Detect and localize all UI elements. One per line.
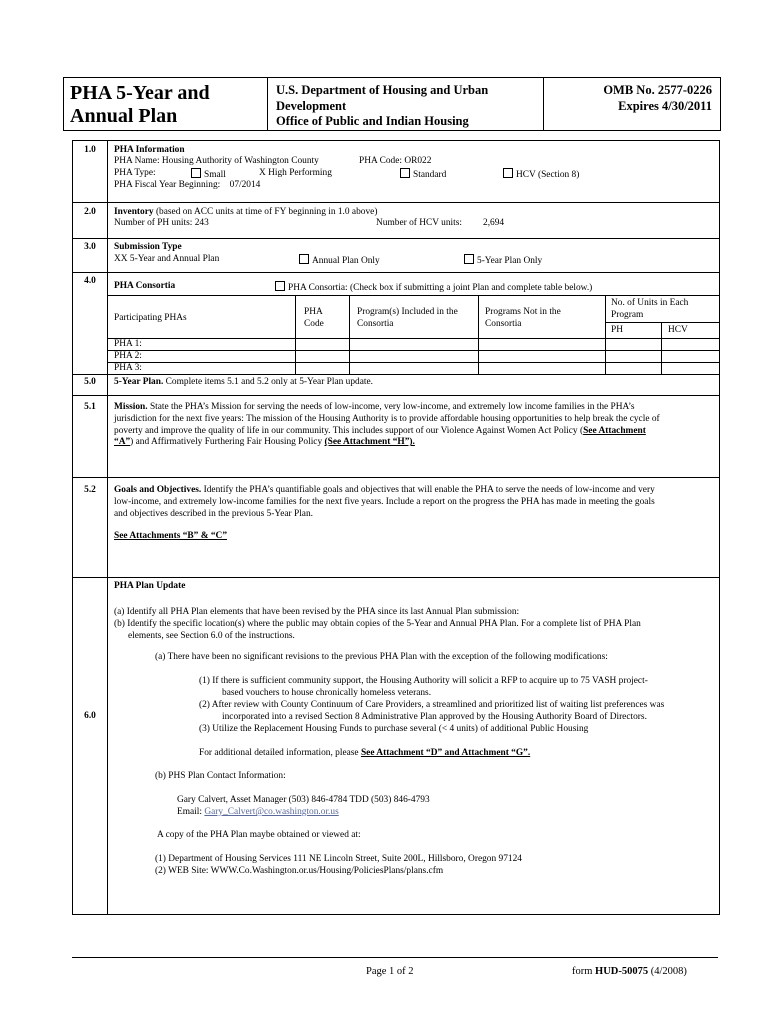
form-label: form — [572, 966, 596, 977]
col-pha-code-line2: Code — [304, 319, 324, 329]
pha-type-high-performing[interactable]: X High Performing — [259, 168, 332, 178]
section-6-number: 6.0 — [84, 711, 96, 721]
section-6-divider — [73, 577, 719, 578]
attachment-h-link[interactable]: (See Attachment “H”). — [324, 437, 415, 448]
pha-type-standard[interactable] — [400, 168, 446, 182]
small-label: Small — [204, 170, 226, 180]
inventory-title: Inventory — [114, 207, 154, 217]
instruction-b-line2: elements, see Section 6.0 of the instructions. — [128, 631, 295, 641]
inventory-note: (based on ACC units at time of FY beginning in 1.0 above) — [153, 207, 378, 217]
col-participating-phas: Participating PHAs — [114, 313, 187, 323]
units-subheader-line — [605, 322, 719, 323]
annual-only-checkbox[interactable] — [299, 254, 309, 264]
form-header — [63, 77, 721, 131]
consortia-col-line-5 — [661, 322, 662, 374]
five-year-only-label: 5-Year Plan Only — [477, 256, 543, 266]
consortia-option[interactable] — [275, 281, 592, 295]
email-label: Email: — [177, 807, 205, 817]
col-units-line1: No. of Units in Each — [611, 298, 689, 308]
mission-line-3 — [114, 426, 714, 438]
fiscal-year-label: PHA Fiscal Year Beginning: — [114, 180, 221, 190]
col-not-in-line1: Programs Not in the — [485, 307, 561, 317]
modification-2-line2: incorporated into a revised Section 8 Administrative Plan approved by the Housing Authority Board of Directors. — [222, 712, 647, 722]
contact-info-heading: (b) PHS Plan Contact Information: — [155, 771, 286, 781]
section-2-number: 2.0 — [84, 207, 96, 217]
mission-block — [114, 402, 714, 449]
plan-form — [72, 140, 720, 915]
omb-number: OMB No. 2577-0226 — [603, 83, 712, 97]
consortia-row-pha3: PHA 3: — [114, 363, 142, 373]
section-number-column — [73, 141, 108, 914]
consortia-col-line-1 — [295, 295, 296, 374]
section-4-number: 4.0 — [84, 276, 96, 286]
instruction-b-line1: (b) Identify the specific location(s) where the public may obtain copies of the 5-Year and Annual PHA Plan. For a complete list of PHA Plan — [114, 619, 641, 629]
pha-code: PHA Code: OR022 — [359, 156, 432, 166]
detail-info-line — [199, 748, 530, 760]
section-51-number: 5.1 — [84, 402, 96, 412]
consortia-header-bottom — [107, 338, 719, 339]
consortia-row-pha2: PHA 2: — [114, 351, 142, 361]
consortia-col-line-2 — [349, 295, 350, 374]
consortia-heading: PHA Consortia — [114, 281, 176, 291]
mission-heading: Mission. — [114, 402, 148, 412]
col-included-line1: Program(s) Included in the — [357, 307, 458, 317]
contact-email-line — [177, 807, 339, 819]
agency-line-2: Development — [276, 98, 347, 113]
mission-text-3: poverty and improve the quality of life in our community. This includes support of our Violence Against Women Act Policy ( — [114, 425, 584, 436]
goals-text-1: Identify the PHA’s quantifiable goals and objectives that will enable the PHA to serve the needs of low-income and very — [201, 485, 655, 495]
contact-name-phone: Gary Calvert, Asset Manager (503) 846-4784 TDD (503) 846-4793 — [177, 795, 430, 805]
section-3-divider — [73, 238, 719, 239]
footer-rule — [72, 957, 718, 958]
pha-type-hcv[interactable] — [503, 168, 579, 182]
section-3-number: 3.0 — [84, 242, 96, 252]
consortia-table-top — [107, 295, 719, 296]
col-included-line2: Consortia — [357, 319, 394, 329]
form-number — [572, 965, 687, 978]
section-52-number: 5.2 — [84, 485, 96, 495]
form-id: HUD-50075 — [595, 966, 649, 977]
consortia-row-2-line — [107, 362, 719, 363]
fiscal-year-value: 07/2014 — [229, 180, 261, 190]
five-year-only-checkbox[interactable] — [464, 254, 474, 264]
attachment-a-link-part2[interactable]: “A” — [114, 437, 131, 448]
col-pha-code-line1: PHA — [304, 307, 323, 317]
section-1-heading: PHA Information — [114, 145, 185, 155]
attachment-a-link-part1[interactable]: See Attachment — [583, 425, 646, 436]
five-year-and-annual-option[interactable]: XX 5-Year and Annual Plan — [114, 254, 220, 264]
title-line-1: PHA 5-Year and — [70, 82, 210, 104]
mission-text-4: ) and Affirmatively Furthering Fair Housing Policy — [130, 437, 325, 448]
col-units-line2: Program — [611, 310, 644, 320]
attachments-d-g-link[interactable]: See Attachment “D” and Attachment “G”. — [360, 748, 531, 758]
hcv-units-label: Number of HCV units: — [376, 218, 463, 228]
instruction-a: (a) Identify all PHA Plan elements that have been revised by the PHA since its last Annual Plan submission: — [114, 607, 520, 617]
fiscal-year — [114, 180, 260, 192]
mission-line-4 — [114, 437, 714, 449]
consortia-checkbox[interactable] — [275, 281, 285, 291]
small-checkbox[interactable] — [191, 168, 201, 178]
ph-units: Number of PH units: 243 — [114, 218, 209, 228]
section-2-divider — [73, 202, 719, 203]
location-1: (1) Department of Housing Services 111 NE Lincoln Street, Suite 200L, Hillsboro, Oregon 97124 — [155, 854, 522, 864]
hcv-units-value: 2,694 — [483, 218, 505, 228]
col-ph: PH — [611, 325, 623, 335]
form-date: (4/2008) — [648, 966, 687, 977]
omb-block — [544, 78, 720, 130]
agency-block — [268, 78, 544, 130]
expiration-date: Expires 4/30/2011 — [618, 98, 712, 113]
agency-line-3: Office of Public and Indian Housing — [276, 114, 469, 129]
five-year-plan-heading: 5-Year Plan. — [114, 377, 164, 387]
detail-info-text: For additional detailed information, please — [199, 748, 361, 758]
goals-line-3: and objectives described in the previous 5-Year Plan. — [114, 508, 313, 519]
attachments-b-c-link[interactable]: See Attachments “B” & “C” — [114, 531, 228, 541]
consortia-row-1-line — [107, 350, 719, 351]
plan-update-heading: PHA Plan Update — [114, 581, 186, 591]
copy-availability: A copy of the PHA Plan maybe obtained or viewed at: — [157, 830, 361, 840]
submission-type-heading: Submission Type — [114, 242, 182, 252]
standard-checkbox[interactable] — [400, 168, 410, 178]
consortia-col-line-3 — [478, 295, 479, 374]
modification-1-line1: (1) If there is sufficient community support, the Housing Authority will solicit a RFP to acquire up to 75 VASH project- — [199, 676, 648, 686]
standard-label: Standard — [413, 170, 447, 180]
hcv-checkbox[interactable] — [503, 168, 513, 178]
revisions-statement: (a) There have been no significant revisions to the previous PHA Plan with the exception of the following modifications: — [155, 652, 608, 662]
goals-heading: Goals and Objectives. — [114, 485, 202, 495]
annual-plan-only-option[interactable] — [299, 254, 380, 268]
consortia-col-line-4 — [605, 295, 606, 374]
section-5-number: 5.0 — [84, 377, 96, 387]
page-number: Page 1 of 2 — [366, 966, 414, 977]
contact-email-link[interactable]: Gary_Calvert@co.washington.or.us — [204, 807, 339, 817]
title-line-2: Annual Plan — [70, 105, 178, 127]
col-not-in-line2: Consortia — [485, 319, 522, 329]
section-5-divider — [73, 374, 719, 375]
five-year-only-option[interactable] — [464, 254, 542, 268]
goals-line-2: low-income, and extremely low-income families for the next five years. Include a report on the progress the PHA has made in meeting the goals — [114, 496, 655, 507]
modification-1-line2: based vouchers to house chronically homeless veterans. — [222, 688, 432, 698]
five-year-plan-note: Complete items 5.1 and 5.2 only at 5-Year Plan update. — [163, 377, 374, 387]
mission-text-1: State the PHA’s Mission for serving the needs of low-income, very low-income, and extremely low income families in the PHA’s — [147, 402, 635, 412]
modification-2-line1: (2) After review with County Continuum of Care Providers, a streamlined and prioritized list of waiting list preferences was — [199, 700, 665, 710]
section-1-number: 1.0 — [84, 145, 96, 155]
pha-name: PHA Name: Housing Authority of Washington County — [114, 156, 319, 166]
mission-line-1 — [114, 402, 714, 414]
modification-3: (3) Utilize the Replacement Housing Funds to purchase several (< 4 units) of additional Public Housing — [199, 724, 589, 734]
goals-block — [114, 485, 714, 520]
hcv-label: HCV (Section 8) — [516, 170, 580, 180]
inventory-heading — [114, 207, 377, 219]
col-hcv: HCV — [668, 325, 688, 335]
annual-only-label: Annual Plan Only — [312, 256, 380, 266]
section-52-divider — [73, 477, 719, 478]
location-2-website[interactable]: (2) WEB Site: WWW.Co.Washington.or.us/Housing/PoliciesPlans/plans.cfm — [155, 866, 444, 876]
section-4-divider — [73, 272, 719, 273]
consortia-row-pha1: PHA 1: — [114, 339, 142, 349]
agency-line-1: U.S. Department of Housing and Urban — [276, 83, 489, 97]
section-51-divider — [73, 395, 719, 396]
pha-type-label: PHA Type: — [114, 168, 156, 178]
goals-line-1 — [114, 485, 714, 497]
mission-line-2: jurisdiction for the next five years: The mission of the Housing Authority is to provide affordable housing opportunities to help break the cycle of — [114, 413, 660, 424]
five-year-plan-text — [114, 377, 373, 389]
form-title — [64, 78, 268, 130]
consortia-label: PHA Consortia: (Check box if submitting a joint Plan and complete table below.) — [288, 283, 593, 293]
